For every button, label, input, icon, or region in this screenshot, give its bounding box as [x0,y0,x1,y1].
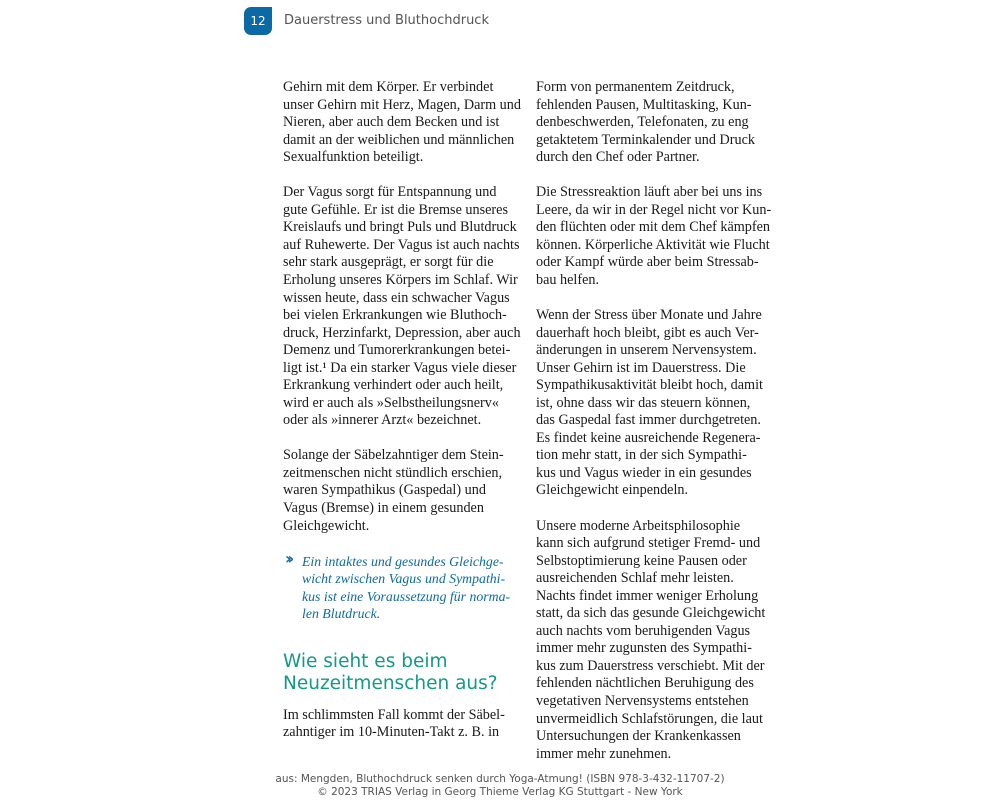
text-line: ist, ohne dass wir das steuern können, [536,394,751,411]
paragraph [283,79,519,167]
text-line: Unser Gehirn ist im Dauerstress. Die [536,359,746,376]
text-line: den flüchten oder mit dem Chef kämpfen [536,219,771,236]
pull-quote-text [302,553,519,623]
text-line: dauerhaft hoch bleibt, gibt es auch Ver- [536,324,759,341]
running-title: Dauerstress und Bluthochdruck [284,13,489,28]
text-line: Demenz und Tumorerkrankungen betei- [283,342,511,359]
text-line: Es findet keine ausreichende Regenera- [536,429,761,446]
paragraph [283,184,519,430]
text-line: Erkrankung verhindert oder auch heilt, [283,377,504,394]
paragraph [283,447,519,535]
text-line: kus und Vagus wieder in ein gesundes [536,464,752,481]
text-line: durch den Chef oder Partner. [536,149,700,166]
text-line: Neuzeitmenschen aus? [283,672,498,694]
text-line: Leere, da wir in der Regel nicht vor Kun- [536,201,772,218]
text-line: vegetativen Nervensystems entstehen [536,693,749,709]
text-line: Solange der Säbelzahntiger dem Stein- [283,447,504,464]
pull-quote [283,548,519,623]
text-line: können. Körperliche Aktivität wie Flucht [536,236,770,253]
text-line: immer mehr zugunsten des Sympathi- [536,640,752,657]
text-line: immer mehr zunehmen. [536,745,672,762]
text-line: Ein intaktes und gesundes Gleichge- [302,553,504,569]
text-line: bei vielen Erkrankungen wie Bluthoch- [283,307,507,324]
text-line: kus zum Dauerstress verschiebt. Mit der [536,657,765,674]
text-line: Die Stressreaktion läuft aber bei uns ins [536,184,763,201]
paragraph [536,518,776,764]
text-line: Erholung unseres Körpers im Schlaf. Wir [283,271,518,288]
text-line: änderungen in unserem Nervensystem. [536,342,757,359]
text-line: bau helfen. [536,271,600,288]
text-line: auch nachts vom beruhigenden Vagus [536,622,751,639]
text-line: denbeschwerden, Telefonaten, zu eng [536,114,749,131]
text-line: wissen heute, dass ein schwacher Vagus [283,289,510,306]
text-line: statt, da sich das gesunde Gleichgewicht [536,605,766,622]
text-line: Nachts findet immer weniger Erholung [536,587,759,604]
text-line: auf Ruhewerte. Der Vagus ist auch nachts [283,236,520,253]
left-column [283,79,519,759]
text-line: kann sich aufgrund stetiger Fremd- und [536,535,761,552]
text-line: Wie sieht es beim [283,650,448,672]
double-chevron-right-icon: ›› [285,548,291,568]
paragraph [283,707,519,742]
text-line: wicht zwischen Vagus und Sympathi- [302,571,506,587]
text-line: wird er auch als »Selbstheilungsnerv« [283,394,499,411]
text-line: Selbstoptimierung keine Pausen oder [536,552,747,569]
text-line: kus ist eine Voraussetzung für norma- [302,588,511,604]
text-line: Nieren, aber auch dem Becken und ist [283,114,500,131]
source-citation: aus: Mengden, Bluthochdruck senken durch Yoga-Atmung! (ISBN 978-3-432-11707-2) [275,773,725,785]
text-line: Gleichgewicht einpendeln. [536,482,689,499]
text-line: getaktetem Terminkalender und Druck [536,131,755,148]
text-line: Untersuchungen der Krankenkassen [536,728,741,745]
text-line: Im schlimmsten Fall kommt der Säbel- [283,706,505,723]
text-line: Wenn der Stress über Monate und Jahre [536,307,762,324]
text-line: Unsere moderne Arbeitsphilosophie [536,517,741,534]
paragraph [536,79,776,167]
text-line: ligt ist.¹ Da ein starker Vagus viele dieser [283,359,517,376]
text-line: zahntiger im 10-Minuten-Takt z. B. in [283,724,500,741]
text-line: gute Gefühle. Er ist die Bremse unseres [283,201,508,218]
page-number-badge: 12 [244,7,272,35]
text-line: Sympathikusaktivität bleibt hoch, damit [536,377,763,394]
text-line: ausreichenden Schlaf mehr leisten. [536,570,734,587]
text-line: Vagus (Bremse) in einem gesunden [283,500,484,517]
text-line: das Gaspedal fast immer durchgetreten. [536,412,761,429]
text-line: fehlenden nächtlichen Beruhigung des [536,675,754,692]
copyright-notice: © 2023 TRIAS Verlag in Georg Thieme Verlag KG Stuttgart - New York [317,786,683,798]
text-line: druck, Herzinfarkt, Depression, aber auch [283,324,521,341]
paragraph [536,184,776,289]
text-line: fehlenden Pausen, Multitasking, Kun- [536,96,752,113]
text-line: len Blutdruck. [302,606,381,622]
text-line: waren Sympathikus (Gaspedal) und [283,482,486,499]
text-line: damit an der weiblichen und männlichen [283,131,515,148]
paragraph [536,307,776,500]
text-line: oder als »innerer Arzt« bezeichnet. [283,412,482,429]
right-column [536,79,776,781]
text-line: Sexualfunktion beteiligt. [283,149,424,166]
text-line: unvermeidlich Schlafstörungen, die laut [536,710,763,727]
text-line: sehr stark ausgeprägt, er sorgt für die [283,254,494,271]
text-line: zeitmenschen nicht stündlich erschien, [283,464,503,481]
text-line: unser Gehirn mit Herz, Magen, Darm und [283,96,521,113]
text-line: Form von permanentem Zeitdruck, [536,79,735,95]
text-line: oder Kampf würde aber beim Stressab- [536,254,759,271]
text-line: Der Vagus sorgt für Entspannung und [283,184,497,201]
text-line: Kreislaufs und bringt Puls und Blutdruck [283,219,517,236]
text-line: Gleichgewicht. [283,517,370,534]
section-heading [283,651,519,695]
text-line: Gehirn mit dem Körper. Er verbindet [283,79,494,95]
text-line: tion mehr statt, in der sich Sympathi- [536,447,747,464]
